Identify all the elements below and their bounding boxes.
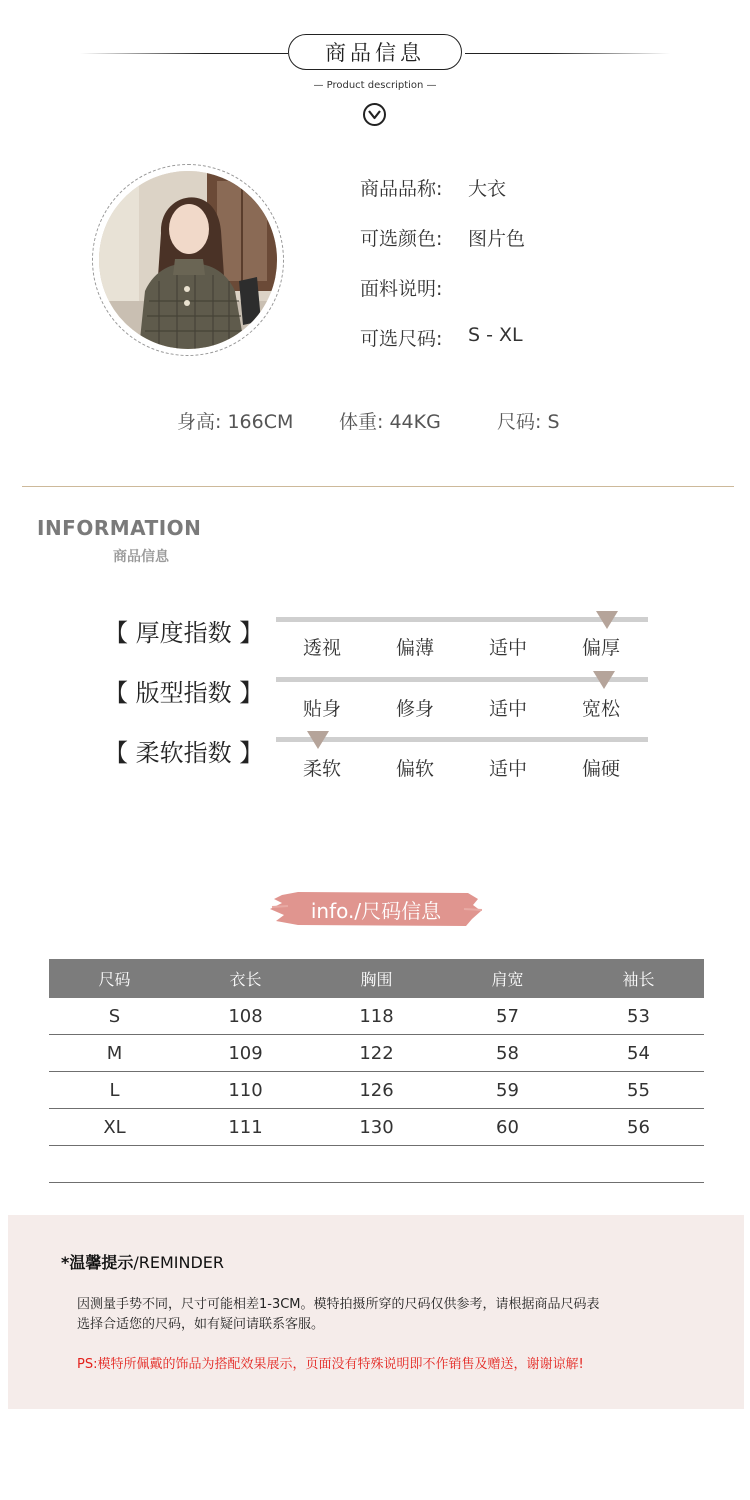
size-info-banner: info./尺码信息 xyxy=(310,898,442,923)
chevron-down-icon xyxy=(363,103,386,126)
table-cell: 109 xyxy=(228,1042,263,1064)
section-divider xyxy=(22,486,734,487)
reminder-line: 因测量手势不同，尺寸可能相差1-3CM。模特拍摄所穿的尺码仅供参考，请根据商品尺码表 xyxy=(77,1297,600,1312)
softness-scale-bar xyxy=(276,737,648,742)
reminder-title-cn: *温馨提示 xyxy=(61,1253,134,1272)
reminder-line: 选择合适您的尺码，如有疑问请联系客服。 xyxy=(77,1317,325,1332)
spec-value: S - XL xyxy=(468,324,523,346)
softness-option: 柔软 xyxy=(302,758,341,780)
table-cell: XL xyxy=(103,1116,126,1138)
table-cell: S xyxy=(108,1005,121,1027)
table-cell: 56 xyxy=(627,1116,650,1138)
table-row-empty xyxy=(49,1146,704,1183)
header-rule-left xyxy=(80,53,288,54)
table-cell: L xyxy=(109,1079,120,1101)
header-cell: 肩宽 xyxy=(491,970,524,989)
information-title: INFORMATION xyxy=(37,516,202,540)
softness-option: 偏硬 xyxy=(581,758,620,780)
table-cell: 108 xyxy=(228,1005,263,1027)
spec-color-row xyxy=(360,224,525,251)
spec-label: 面料说明: xyxy=(360,278,443,300)
reminder-panel xyxy=(8,1215,744,1409)
softness-index-label: 【 柔软指数 】 xyxy=(104,739,264,767)
header-cell: 胸围 xyxy=(360,970,393,989)
thickness-scale-bar xyxy=(276,617,648,622)
section-subtitle: — Product description — xyxy=(313,80,437,91)
table-cell: 59 xyxy=(496,1079,519,1101)
table-cell: 57 xyxy=(496,1005,519,1027)
information-subtitle: 商品信息 xyxy=(113,549,169,565)
model-size: 尺码: S xyxy=(497,411,560,433)
thickness-option: 偏薄 xyxy=(395,637,434,659)
table-cell: 126 xyxy=(359,1079,394,1101)
table-cell: 110 xyxy=(228,1079,263,1101)
table-cell: 60 xyxy=(496,1116,519,1138)
thickness-option: 偏厚 xyxy=(581,637,620,659)
size-table xyxy=(49,959,704,1183)
reminder-title-en: /REMINDER xyxy=(133,1253,225,1272)
table-cell: 130 xyxy=(359,1116,394,1138)
fit-index-label: 【 版型指数 】 xyxy=(104,679,264,707)
spec-name-row xyxy=(360,174,506,201)
spec-size-row xyxy=(360,324,523,351)
header-cell: 尺码 xyxy=(98,970,131,989)
reminder-ps: PS:模特所佩戴的饰品为搭配效果展示，页面没有特殊说明即不作销售及赠送，谢谢谅解! xyxy=(77,1357,584,1372)
table-row xyxy=(49,1035,704,1072)
fit-option: 宽松 xyxy=(581,698,620,720)
header-cell: 袖长 xyxy=(622,970,655,989)
softness-marker xyxy=(307,731,329,749)
spec-label: 商品品称: xyxy=(360,178,443,200)
table-cell: 58 xyxy=(496,1042,519,1064)
fit-option: 修身 xyxy=(395,698,434,720)
table-cell: 111 xyxy=(228,1116,263,1138)
table-cell: 118 xyxy=(359,1005,394,1027)
thickness-option: 适中 xyxy=(488,637,527,659)
header-cell: 衣长 xyxy=(229,970,262,989)
section-title: 商品信息 xyxy=(288,34,462,70)
spec-label: 可选尺码: xyxy=(360,328,443,350)
spec-value: 图片色 xyxy=(468,228,526,250)
thickness-option: 透视 xyxy=(302,637,341,659)
fit-option: 贴身 xyxy=(302,698,341,720)
table-cell: 54 xyxy=(627,1042,650,1064)
table-cell: 55 xyxy=(627,1079,650,1101)
model-height: 身高: 166CM xyxy=(177,411,294,433)
fit-option: 适中 xyxy=(488,698,527,720)
model-photo xyxy=(99,171,277,349)
table-cell: 122 xyxy=(359,1042,394,1064)
table-cell: 53 xyxy=(627,1005,650,1027)
model-weight: 体重: 44KG xyxy=(339,411,441,433)
header-rule-right xyxy=(465,53,670,54)
spec-label: 可选颜色: xyxy=(360,228,443,250)
table-row xyxy=(49,1072,704,1109)
table-row xyxy=(49,998,704,1035)
softness-option: 适中 xyxy=(488,758,527,780)
thickness-marker xyxy=(596,611,618,629)
softness-option: 偏软 xyxy=(395,758,434,780)
fit-marker xyxy=(593,671,615,689)
table-row xyxy=(49,1109,704,1146)
table-cell: M xyxy=(106,1042,123,1064)
thickness-index-label: 【 厚度指数 】 xyxy=(104,619,264,647)
reminder-title xyxy=(61,1250,224,1273)
table-header xyxy=(49,959,704,998)
spec-fabric-row xyxy=(360,274,468,301)
spec-value: 大衣 xyxy=(468,178,507,200)
